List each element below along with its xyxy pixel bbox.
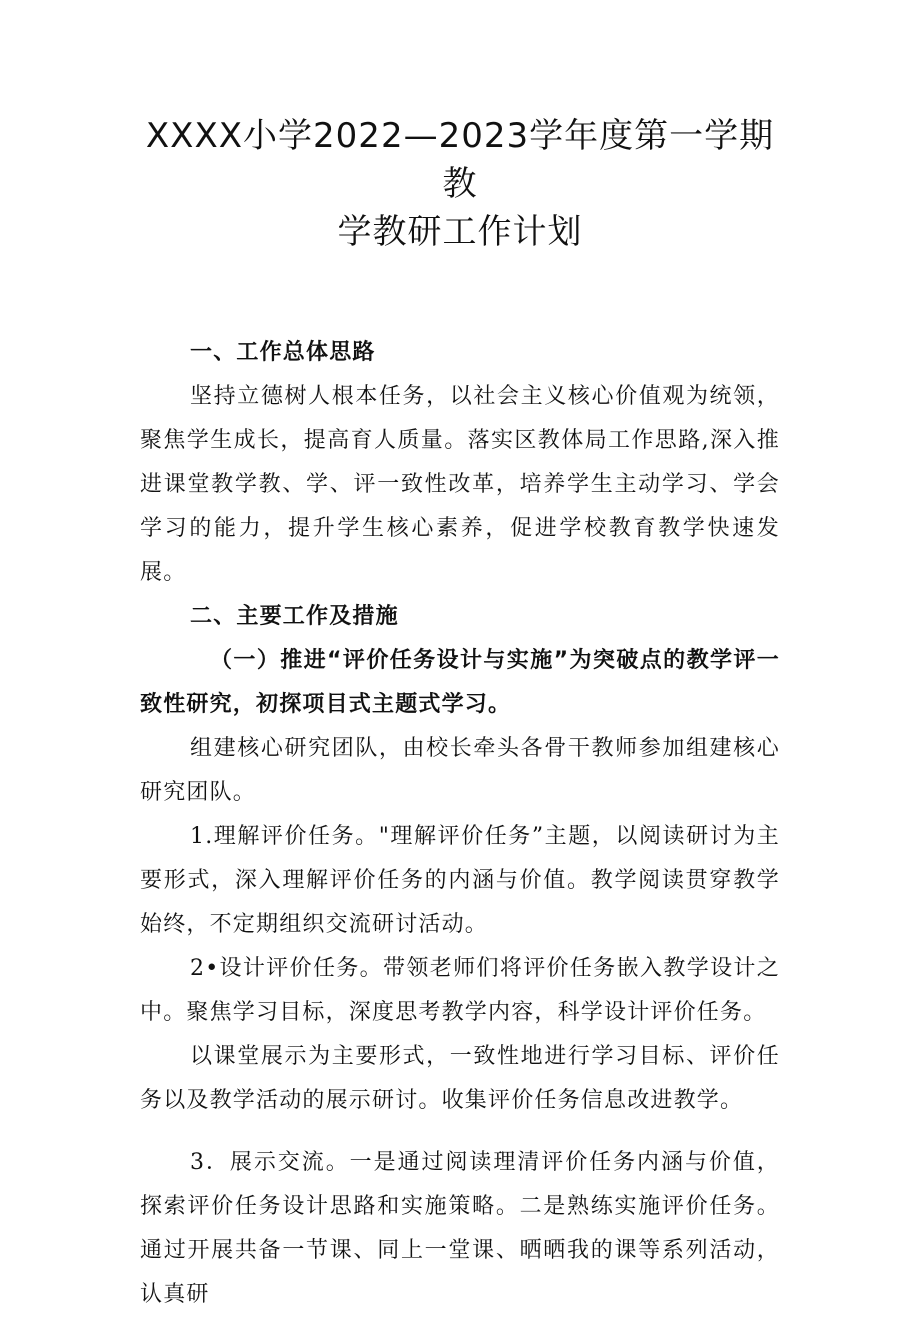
section-1-paragraph: 坚持立德树人根本任务，以社会主义核心价值观为统领，聚焦学生成长，提高育人质量。落实区教体局工作思路,深入推进课堂教学教、学、评一致性改革，培养学生主动学习、学会学习的能力，提升学生核心素养，促进学校教育教学快速发展。 [140, 384, 780, 585]
subsection-1-heading: （一）推进“评价任务设计与实施”为突破点的教学评一致性研究，初探项目式主题式学习。 [140, 648, 780, 717]
display-paragraph: 以课堂展示为主要形式，一致性地进行学习目标、评价任务以及教学活动的展示研讨。收集评价任务信息改进教学。 [140, 1044, 780, 1113]
document-body [140, 331, 780, 1317]
item-2-paragraph: 2•设计评价任务。带领老师们将评价任务嵌入教学设计之中。聚焦学习目标，深度思考教学内容，科学设计评价任务。 [140, 956, 780, 1025]
item-3-paragraph: 3．展示交流。一是通过阅读理清评价任务内涵与价值，探索评价任务设计思路和实施策略。二是熟练实施评价任务。通过开展共备一节课、同上一堂课、晒晒我的课等系列活动，认真研 [140, 1150, 780, 1307]
document-title [140, 0, 780, 256]
title-line-1: XXXX小学2022—2023学年度第一学期教 [145, 116, 775, 204]
item-1-paragraph: 1.理解评价任务。"理解评价任务”主题，以阅读研讨为主要形式，深入理解评价任务的内涵与价值。教学阅读贯穿教学始终，不定期组织交流研讨活动。 [140, 824, 780, 937]
team-paragraph: 组建核心研究团队，由校长牵头各骨干教师参加组建核心研究团队。 [140, 736, 780, 805]
section-1-heading: 一、工作总体思路 [190, 340, 376, 365]
section-2-heading: 二、主要工作及措施 [190, 604, 399, 629]
title-line-2: 学教研工作计划 [337, 212, 583, 252]
